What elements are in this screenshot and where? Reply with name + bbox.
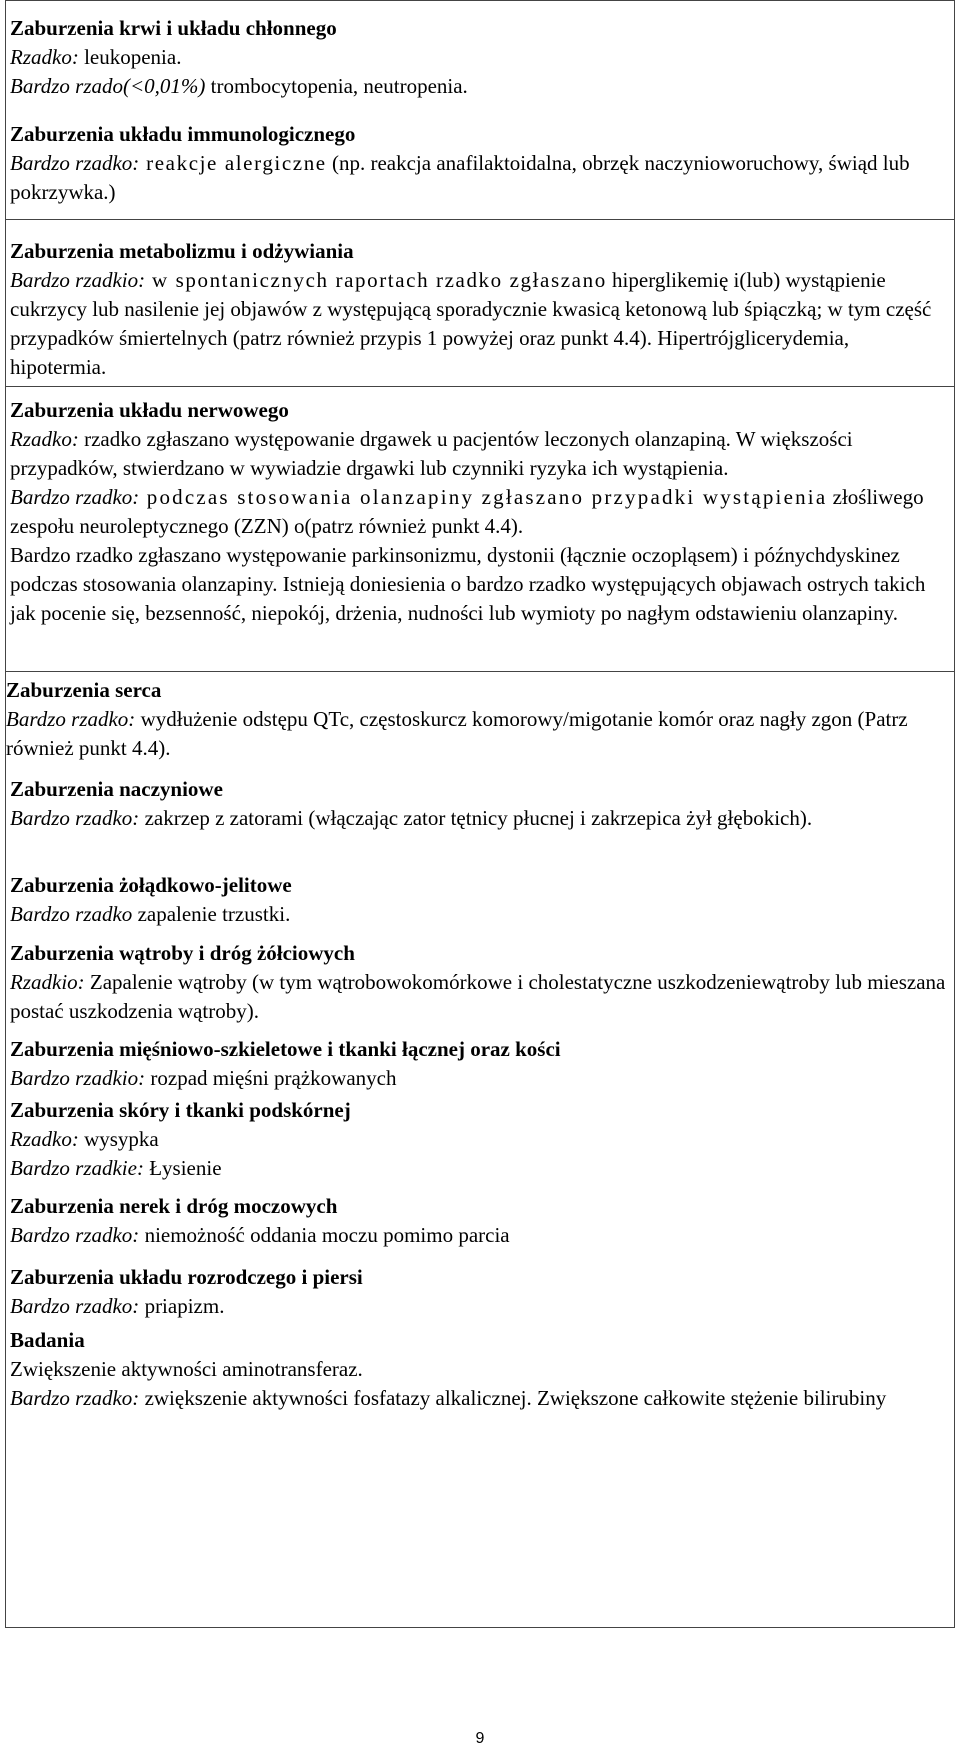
frequency-line [10,1384,950,1413]
frequency-line [10,1064,950,1093]
frequency-text: (np. reakcja anafilaktoidalna, obrzęk naczynioworuchowy, świąd lub pokrzywka.) [10,151,910,204]
frequency-text: zapalenie trzustki. [132,902,291,926]
frequency-line [10,968,950,1026]
frequency-line [6,705,950,763]
spaced-text: w spontanicznych raportach rzadko zgłaszano [145,268,607,292]
frequency-label: Bardzo rzadko: [10,485,140,509]
section-heading: Zaburzenia metabolizmu i odżywiania [10,239,354,263]
spaced-text: reakcje alergiczne [139,151,327,175]
frequency-label: Rzadko: [10,427,79,451]
section-heading: Zaburzenia skóry i tkanki podskórnej [10,1098,351,1122]
divider [6,219,954,220]
frequency-text: Zapalenie wątroby (w tym wątrobowokomórkowe i cholestatyczne uszkodzeniewątroby lub mieszana postać uszkodzenia wątroby). [10,970,946,1023]
frequency-text: priapizm. [139,1294,225,1318]
frequency-line [10,266,950,382]
frequency-text: Łysienie [143,1156,222,1180]
frequency-text: zakrzep z zatorami (włączając zator tętnicy płucnej i zakrzepica żył głębokich). [139,806,813,830]
section-heading: Zaburzenia serca [6,678,162,702]
frequency-line [10,1154,950,1183]
section-reproductive [10,1263,950,1321]
frequency-label: Rzadkio: [10,970,85,994]
frequency-line [10,1221,950,1250]
section-heading: Zaburzenia nerek i dróg moczowych [10,1194,338,1218]
frequency-text: trombocytopenia, neutropenia. [205,74,468,98]
divider [6,386,954,387]
section-heading: Badania [10,1328,85,1352]
frequency-text: hiperglikemię i(lub) wystąpienie cukrzycy lub nasilenie jej objawów z występującą sporadycznie kwasicą ketonową lub śpiączką; w tym część przypadków śmiertelnych (patrz również przypis 1 powyżej oraz punkt 4.4). Hipertrójglicerydemia, hipotermia. [10,268,932,379]
frequency-label: Bardzo rzadko: [10,806,140,830]
section-heading: Zaburzenia wątroby i dróg żółciowych [10,941,355,965]
section-heading: Zaburzenia naczyniowe [10,777,223,801]
section-heading: Zaburzenia układu rozrodczego i piersi [10,1265,363,1289]
frequency-line [10,1125,950,1154]
section-investigations [10,1326,950,1413]
frequency-label: Bardzo rzadko: [10,1386,140,1410]
section-heading: Zaburzenia układu immunologicznego [10,122,356,146]
frequency-text: zwiększenie aktywności fosfatazy alkalicznej. Zwiększone całkowite stężenie bilirubiny [139,1386,887,1410]
frequency-label: Bardzo rzadko [10,902,133,926]
frequency-text: rozpad mięśni prążkowanych [145,1066,397,1090]
section-cardiac [6,676,950,763]
section-immune [10,120,950,207]
section-heading: Zaburzenia żołądkowo-jelitowe [10,873,292,897]
frequency-label: Bardzo rzadkio: [10,268,146,292]
frequency-text: leukopenia. [78,45,182,69]
section-hepatobiliary [10,939,950,1026]
page-number: 9 [475,1730,485,1747]
frequency-label: Bardzo rzadkie: [10,1156,144,1180]
divider [6,671,954,672]
section-metabolism [10,237,950,382]
frequency-text: rzadko zgłaszano występowanie drgawek u pacjentów leczonych olanzapiną. W większości przypadków, stwierdzano w wywiadzie drgawki lub czynniki ryzyka ich wystąpienia. [10,427,853,480]
frequency-line [10,1292,950,1321]
frequency-text: wysypka [78,1127,159,1151]
frequency-line [10,483,950,541]
frequency-text: niemożność oddania moczu pomimo parcia [139,1223,510,1247]
frequency-line [10,804,950,833]
frequency-line [10,43,950,72]
section-vascular [10,775,950,833]
section-blood-lymphatic [10,14,950,101]
frequency-line [10,541,950,628]
frequency-text: wydłużenie odstępu QTc, częstoskurcz komorowy/migotanie komór oraz nagły zgon (Patrz również punkt 4.4). [6,707,908,760]
frequency-label: Bardzo rzadkio: [10,1066,146,1090]
spaced-text: podczas stosowania olanzapiny zgłaszano przypadki wystąpienia [139,485,828,509]
section-renal [10,1192,950,1250]
section-heading: Zaburzenia krwi i układu chłonnego [10,16,337,40]
frequency-line [10,425,950,483]
section-skin [10,1096,950,1183]
frequency-label: Bardzo rzadko: [10,1223,140,1247]
section-heading: Zaburzenia układu nerwowego [10,398,289,422]
frequency-label: Rzadko: [10,45,79,69]
frequency-text: złośliwego zespołu neuroleptycznego (ZZN) o(patrz również punkt 4.4). [10,485,924,538]
section-nervous [10,396,950,628]
frequency-label: Rzadko: [10,1127,79,1151]
frequency-line [10,72,950,101]
frequency-label: Bardzo rzadko: [10,1294,140,1318]
frequency-line [10,149,950,207]
frequency-line [10,900,950,929]
frequency-text: Bardzo rzadko zgłaszano występowanie parkinsonizmu, dystonii (łącznie oczopląsem) i późnychdyskinez podczas stosowania olanzapiny. Istnieją doniesienia o bardzo rzadko występujących objawach ostrych takich jak pocenie się, bezsenność, niepokój, drżenia, nudności lub wymioty po nagłym odstawieniu olanzapiny. [10,543,926,625]
frequency-label: Bardzo rzado(<0,01%) [10,74,206,98]
frequency-label: Bardzo rzadko: [6,707,136,731]
frequency-label: Bardzo rzadko: [10,151,140,175]
section-musculoskeletal [10,1035,950,1093]
section-heading: Zaburzenia mięśniowo-szkieletowe i tkanki łącznej oraz kości [10,1037,561,1061]
frequency-line [10,1355,950,1384]
section-gastrointestinal [10,871,950,929]
frequency-text: Zwiększenie aktywności aminotransferaz. [10,1357,363,1381]
